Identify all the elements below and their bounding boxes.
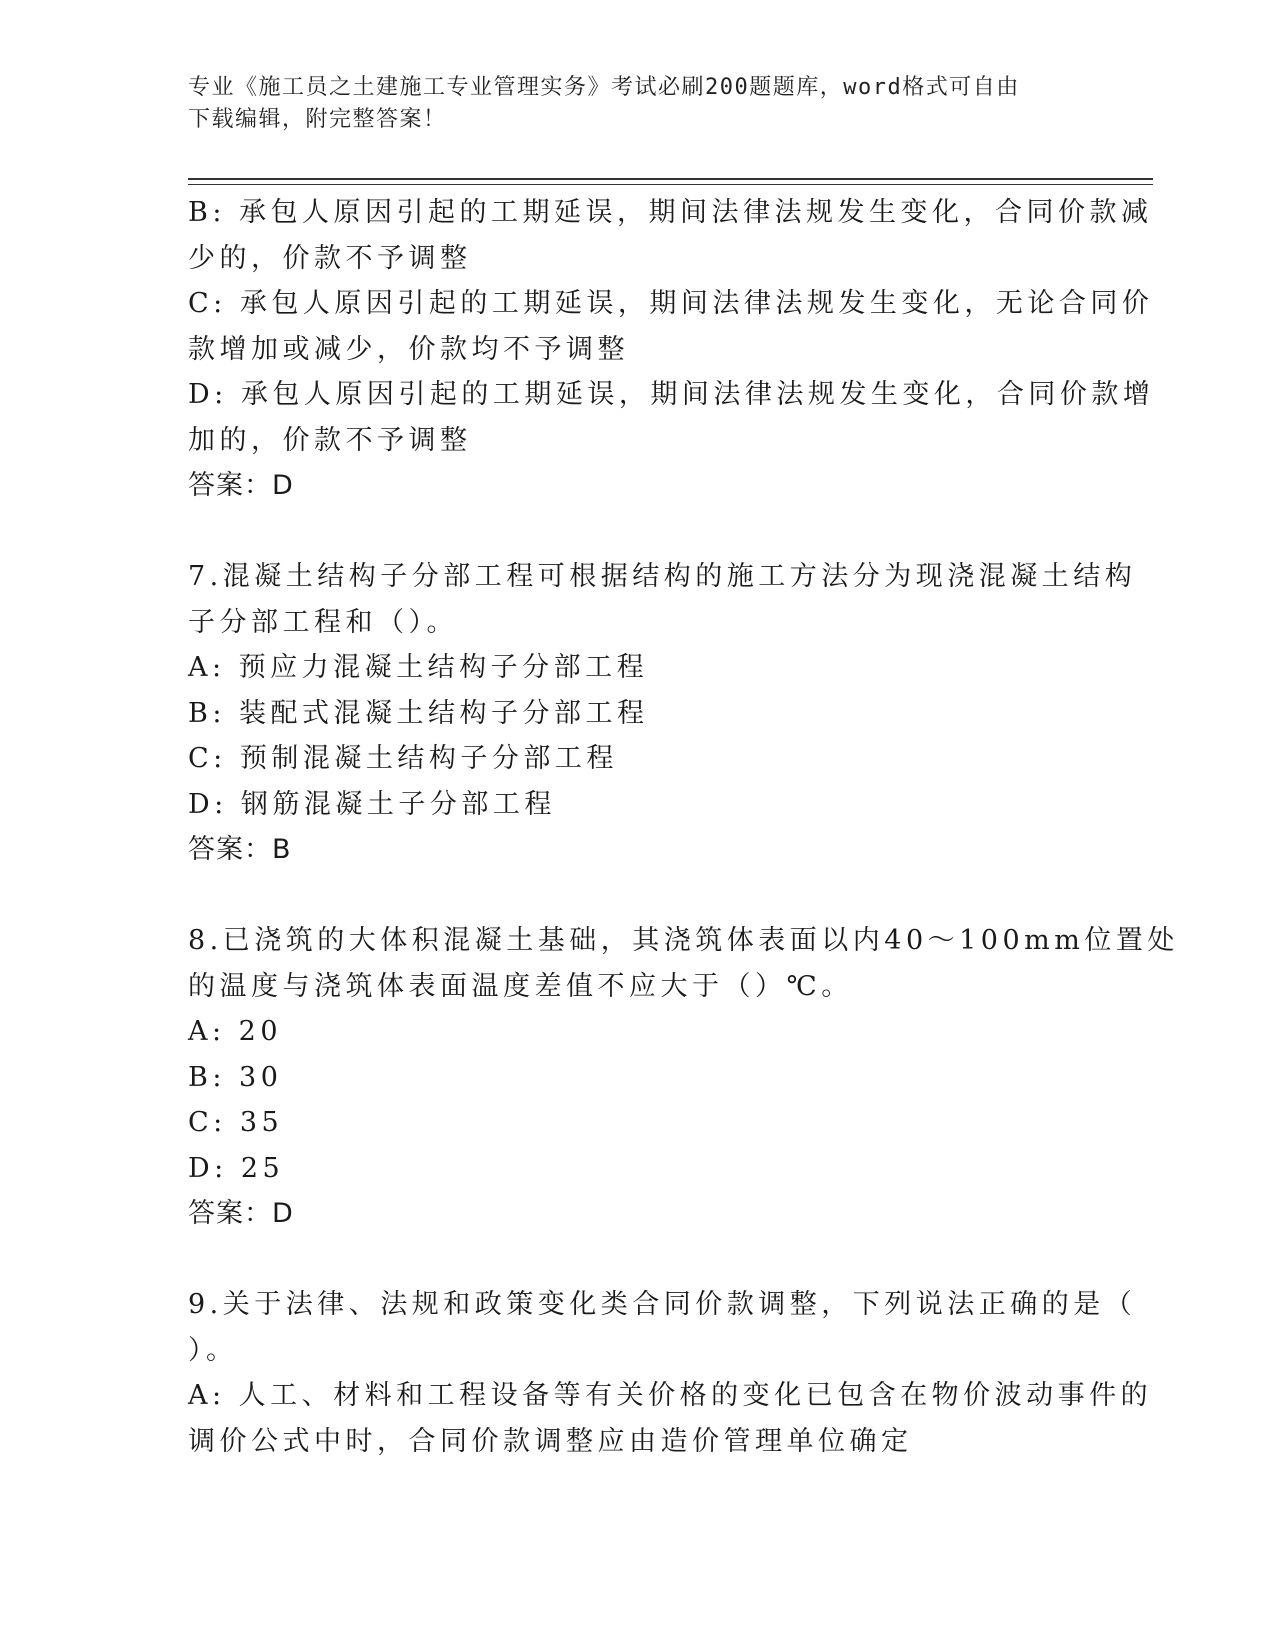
option-b: B: 装配式混凝土结构子分部工程 (188, 697, 649, 729)
question-stem-cont: 的温度与浇筑体表面温度差值不应大于（）℃。 (188, 970, 853, 1002)
option-a: A: 预应力混凝土结构子分部工程 (188, 652, 649, 683)
option-c-cont: 款增加或减少，价款均不予调整 (188, 333, 629, 365)
option-b: B: 承包人原因引起的工期延误，期间法律法规发生变化，合同价款减 (188, 197, 1153, 228)
question-stem-cont: ）。 (188, 1334, 238, 1366)
option-c: C: 35 (188, 1107, 284, 1138)
question-8 (188, 918, 1179, 1237)
header-line: 专业《施工员之土建施工专业管理实务》考试必刷200题题库，word格式可自由 (188, 75, 1020, 100)
header-rule-thin (188, 184, 1153, 185)
option-d-cont: 加的，价款不予调整 (188, 424, 472, 456)
answer: 答案：D (188, 1198, 294, 1229)
answer: 答案：D (188, 470, 294, 501)
question-6 (188, 190, 1155, 509)
option-a: A: 20 (188, 1016, 283, 1047)
option-d: D: 钢筋混凝土子分部工程 (188, 788, 556, 820)
option-a: A: 人工、材料和工程设备等有关价格的变化已包含在物价波动事件的 (188, 1380, 1153, 1411)
option-c: C: 预制混凝土结构子分部工程 (188, 743, 618, 774)
option-c: C: 承包人原因引起的工期延误，期间法律法规发生变化，无论合同价 (188, 288, 1154, 319)
question-stem-cont: 子分部工程和（）。 (188, 606, 458, 638)
answer: 答案：B (188, 834, 292, 865)
question-stem: 8.已浇筑的大体积混凝土基础，其浇筑体表面以内40～100mm位置处 (188, 925, 1179, 956)
question-7 (188, 554, 1137, 873)
question-stem: 9.关于法律、法规和政策变化类合同价款调整，下列说法正确的是（ (188, 1289, 1137, 1320)
option-d: D: 承包人原因引起的工期延误，期间法律法规发生变化，合同价款增 (188, 379, 1155, 410)
question-9 (188, 1282, 1153, 1464)
option-b-cont: 少的，价款不予调整 (188, 242, 472, 274)
option-a-cont: 调价公式中时，合同价款调整应由造价管理单位确定 (188, 1425, 913, 1457)
document-header (188, 72, 1088, 136)
option-d: D: 25 (188, 1152, 285, 1184)
header-line: 下载编辑，附完整答案！ (188, 107, 447, 132)
header-rule (188, 178, 1153, 180)
question-list (188, 190, 1179, 1464)
question-stem: 7.混凝土结构子分部工程可根据结构的施工方法分为现浇混凝土结构 (188, 561, 1137, 592)
option-b: B: 30 (188, 1061, 283, 1093)
